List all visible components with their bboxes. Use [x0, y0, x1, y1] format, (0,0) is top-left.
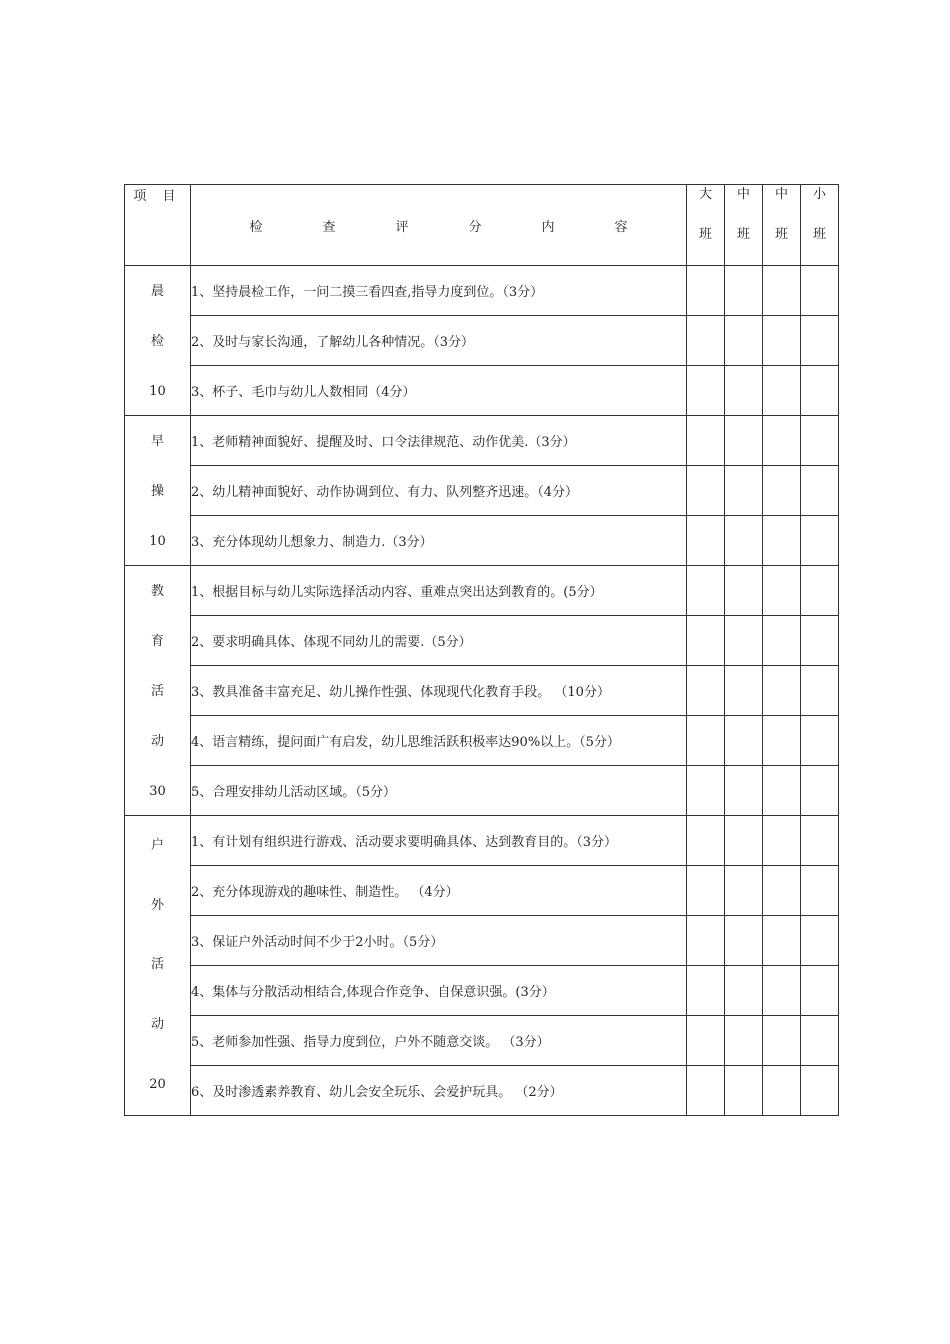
score-cell-middle-1[interactable] — [725, 916, 763, 966]
table-row — [125, 266, 839, 316]
score-cell-junior[interactable] — [801, 916, 839, 966]
table-row — [125, 866, 839, 916]
header-class-junior — [801, 185, 839, 266]
score-cell-middle-1[interactable] — [725, 666, 763, 716]
score-cell-senior[interactable] — [687, 766, 725, 816]
header-content-char: 评 — [395, 219, 409, 235]
header-content-char: 查 — [322, 219, 336, 235]
criteria-text: 2、要求明确具体、体现不同幼儿的需要.（5分） — [191, 616, 687, 666]
header-content — [191, 185, 687, 266]
section-label-char: 操 — [150, 483, 164, 499]
section-label-char: 早 — [150, 433, 164, 449]
score-cell-senior[interactable] — [687, 516, 725, 566]
score-cell-middle-2[interactable] — [763, 416, 801, 466]
score-cell-junior[interactable] — [801, 466, 839, 516]
score-cell-junior[interactable] — [801, 816, 839, 866]
table-body — [125, 266, 839, 1116]
header-class-senior — [687, 185, 725, 266]
criteria-text: 5、合理安排幼儿活动区域。（5分） — [191, 766, 687, 816]
section-label-char: 教 — [150, 583, 164, 599]
inspection-score-table — [124, 184, 839, 1116]
score-cell-middle-2[interactable] — [763, 1066, 801, 1116]
section-label — [125, 417, 190, 565]
score-cell-middle-2[interactable] — [763, 916, 801, 966]
criteria-text: 1、老师精神面貌好、提醒及时、口令法律规范、动作优美.（3分） — [191, 416, 687, 466]
score-cell-middle-1[interactable] — [725, 1016, 763, 1066]
criteria-text: 3、充分体现幼儿想象力、制造力.（3分） — [191, 516, 687, 566]
score-cell-middle-2[interactable] — [763, 616, 801, 666]
section-label — [125, 817, 190, 1115]
criteria-text: 2、充分体现游戏的趣味性、制造性。 （4分） — [191, 866, 687, 916]
score-cell-senior[interactable] — [687, 366, 725, 416]
score-cell-senior[interactable] — [687, 866, 725, 916]
table-row — [125, 366, 839, 416]
score-cell-senior[interactable] — [687, 1066, 725, 1116]
criteria-text: 4、集体与分散活动相结合,体现合作竞争、自保意识强。(3分） — [191, 966, 687, 1016]
section-label-char: 晨 — [150, 283, 164, 299]
score-cell-middle-2[interactable] — [763, 866, 801, 916]
score-cell-middle-1[interactable] — [725, 266, 763, 316]
header-content-char: 分 — [468, 219, 482, 235]
table-row — [125, 816, 839, 866]
score-cell-middle-2[interactable] — [763, 716, 801, 766]
header-class-char: 班 — [698, 227, 712, 242]
table-row — [125, 516, 839, 566]
table-row — [125, 566, 839, 616]
score-cell-senior[interactable] — [687, 266, 725, 316]
score-cell-junior[interactable] — [801, 1066, 839, 1116]
score-cell-middle-1[interactable] — [725, 816, 763, 866]
criteria-text: 1、根据目标与幼儿实际选择活动内容、重难点突出达到教育的。(5分） — [191, 566, 687, 616]
score-cell-junior[interactable] — [801, 516, 839, 566]
score-cell-senior[interactable] — [687, 816, 725, 866]
criteria-text: 6、及时渗透素养教育、幼儿会安全玩乐、会爱护玩具。 （2分） — [191, 1066, 687, 1116]
score-cell-junior[interactable] — [801, 366, 839, 416]
score-cell-junior[interactable] — [801, 966, 839, 1016]
score-cell-middle-2[interactable] — [763, 516, 801, 566]
section-label-char: 20 — [149, 1076, 166, 1092]
score-cell-middle-1[interactable] — [725, 366, 763, 416]
section-label-cell — [125, 566, 191, 816]
criteria-text: 2、及时与家长沟通，了解幼儿各种情况。（3分） — [191, 316, 687, 366]
criteria-text: 4、语言精练，提问面广有启发，幼儿思维活跃积极率达90%以上。（5分） — [191, 716, 687, 766]
table-row — [125, 316, 839, 366]
section-label-char: 30 — [149, 783, 166, 799]
table-row — [125, 616, 839, 666]
score-cell-junior[interactable] — [801, 716, 839, 766]
header-content-char: 容 — [614, 219, 628, 235]
score-cell-senior[interactable] — [687, 466, 725, 516]
section-label — [125, 267, 190, 415]
score-cell-middle-2[interactable] — [763, 266, 801, 316]
score-cell-middle-1[interactable] — [725, 466, 763, 516]
criteria-text: 3、保证户外活动时间不少于2小时。（5分） — [191, 916, 687, 966]
header-class-char: 小 — [812, 187, 826, 202]
header-class-char: 大 — [698, 187, 712, 202]
score-cell-middle-2[interactable] — [763, 966, 801, 1016]
score-cell-middle-2[interactable] — [763, 466, 801, 516]
score-cell-middle-2[interactable] — [763, 816, 801, 866]
section-label-char: 10 — [149, 383, 166, 399]
table-row — [125, 716, 839, 766]
header-class-middle-2 — [763, 185, 801, 266]
table-row — [125, 916, 839, 966]
section-label-char: 活 — [150, 957, 164, 973]
score-cell-middle-1[interactable] — [725, 766, 763, 816]
criteria-text: 3、杯子、毛巾与幼儿人数相同（4分） — [191, 366, 687, 416]
score-cell-middle-1[interactable] — [725, 716, 763, 766]
score-cell-middle-2[interactable] — [763, 666, 801, 716]
score-cell-junior[interactable] — [801, 666, 839, 716]
score-cell-middle-1[interactable] — [725, 616, 763, 666]
table-row — [125, 466, 839, 516]
section-label-char: 外 — [150, 897, 164, 913]
score-cell-middle-1[interactable] — [725, 316, 763, 366]
header-class-char: 班 — [812, 227, 826, 242]
table-row — [125, 416, 839, 466]
score-cell-senior[interactable] — [687, 316, 725, 366]
score-cell-junior[interactable] — [801, 566, 839, 616]
criteria-text: 1、坚持晨检工作，一问二摸三看四查,指导力度到位。（3分） — [191, 266, 687, 316]
score-cell-middle-2[interactable] — [763, 566, 801, 616]
header-item: 项 目 — [125, 185, 191, 266]
section-label-char: 活 — [150, 683, 164, 699]
table-row — [125, 766, 839, 816]
section-label-char: 检 — [150, 333, 164, 349]
score-cell-senior[interactable] — [687, 566, 725, 616]
score-cell-senior[interactable] — [687, 616, 725, 666]
score-cell-middle-2[interactable] — [763, 316, 801, 366]
score-cell-middle-1[interactable] — [725, 566, 763, 616]
section-label-char: 动 — [150, 733, 164, 749]
header-content-char: 内 — [541, 219, 555, 235]
section-label-cell — [125, 816, 191, 1116]
score-cell-middle-1[interactable] — [725, 1066, 763, 1116]
score-cell-middle-1[interactable] — [725, 516, 763, 566]
score-cell-senior[interactable] — [687, 1016, 725, 1066]
score-cell-middle-2[interactable] — [763, 366, 801, 416]
score-cell-middle-2[interactable] — [763, 766, 801, 816]
score-cell-junior[interactable] — [801, 766, 839, 816]
table-row — [125, 666, 839, 716]
table-row — [125, 966, 839, 1016]
score-cell-junior[interactable] — [801, 266, 839, 316]
section-label-cell — [125, 266, 191, 416]
score-cell-senior[interactable] — [687, 666, 725, 716]
score-cell-middle-1[interactable] — [725, 966, 763, 1016]
score-cell-senior[interactable] — [687, 716, 725, 766]
table-row — [125, 1066, 839, 1116]
score-cell-junior[interactable] — [801, 316, 839, 366]
score-cell-senior[interactable] — [687, 416, 725, 466]
section-label-cell — [125, 416, 191, 566]
header-class-char: 班 — [736, 227, 750, 242]
header-row — [125, 185, 839, 266]
score-cell-senior[interactable] — [687, 916, 725, 966]
section-label-char: 动 — [150, 1017, 164, 1033]
header-class-middle-1 — [725, 185, 763, 266]
criteria-text: 5、老师参加性强、指导力度到位，户外不随意交谈。 （3分） — [191, 1016, 687, 1066]
criteria-text: 1、有计划有组织进行游戏、活动要求要明确具体、达到教育目的。（3分） — [191, 816, 687, 866]
criteria-text: 2、幼儿精神面貌好、动作协调到位、有力、队列整齐迅速。（4分） — [191, 466, 687, 516]
score-cell-senior[interactable] — [687, 966, 725, 1016]
score-cell-junior[interactable] — [801, 416, 839, 466]
score-cell-junior[interactable] — [801, 866, 839, 916]
criteria-text: 3、教具准备丰富充足、幼儿操作性强、体现现代化教育手段。 （10分） — [191, 666, 687, 716]
score-cell-middle-2[interactable] — [763, 1016, 801, 1066]
section-label-char: 育 — [150, 633, 164, 649]
header-class-char: 班 — [774, 227, 788, 242]
section-label — [125, 567, 190, 815]
section-label-char: 户 — [150, 838, 164, 854]
header-class-char: 中 — [774, 187, 788, 202]
score-cell-junior[interactable] — [801, 1016, 839, 1066]
header-content-char: 检 — [249, 219, 263, 235]
header-class-char: 中 — [736, 187, 750, 202]
section-label-char: 10 — [149, 533, 166, 549]
score-cell-junior[interactable] — [801, 616, 839, 666]
score-cell-middle-1[interactable] — [725, 416, 763, 466]
score-cell-middle-1[interactable] — [725, 866, 763, 916]
table-row — [125, 1016, 839, 1066]
